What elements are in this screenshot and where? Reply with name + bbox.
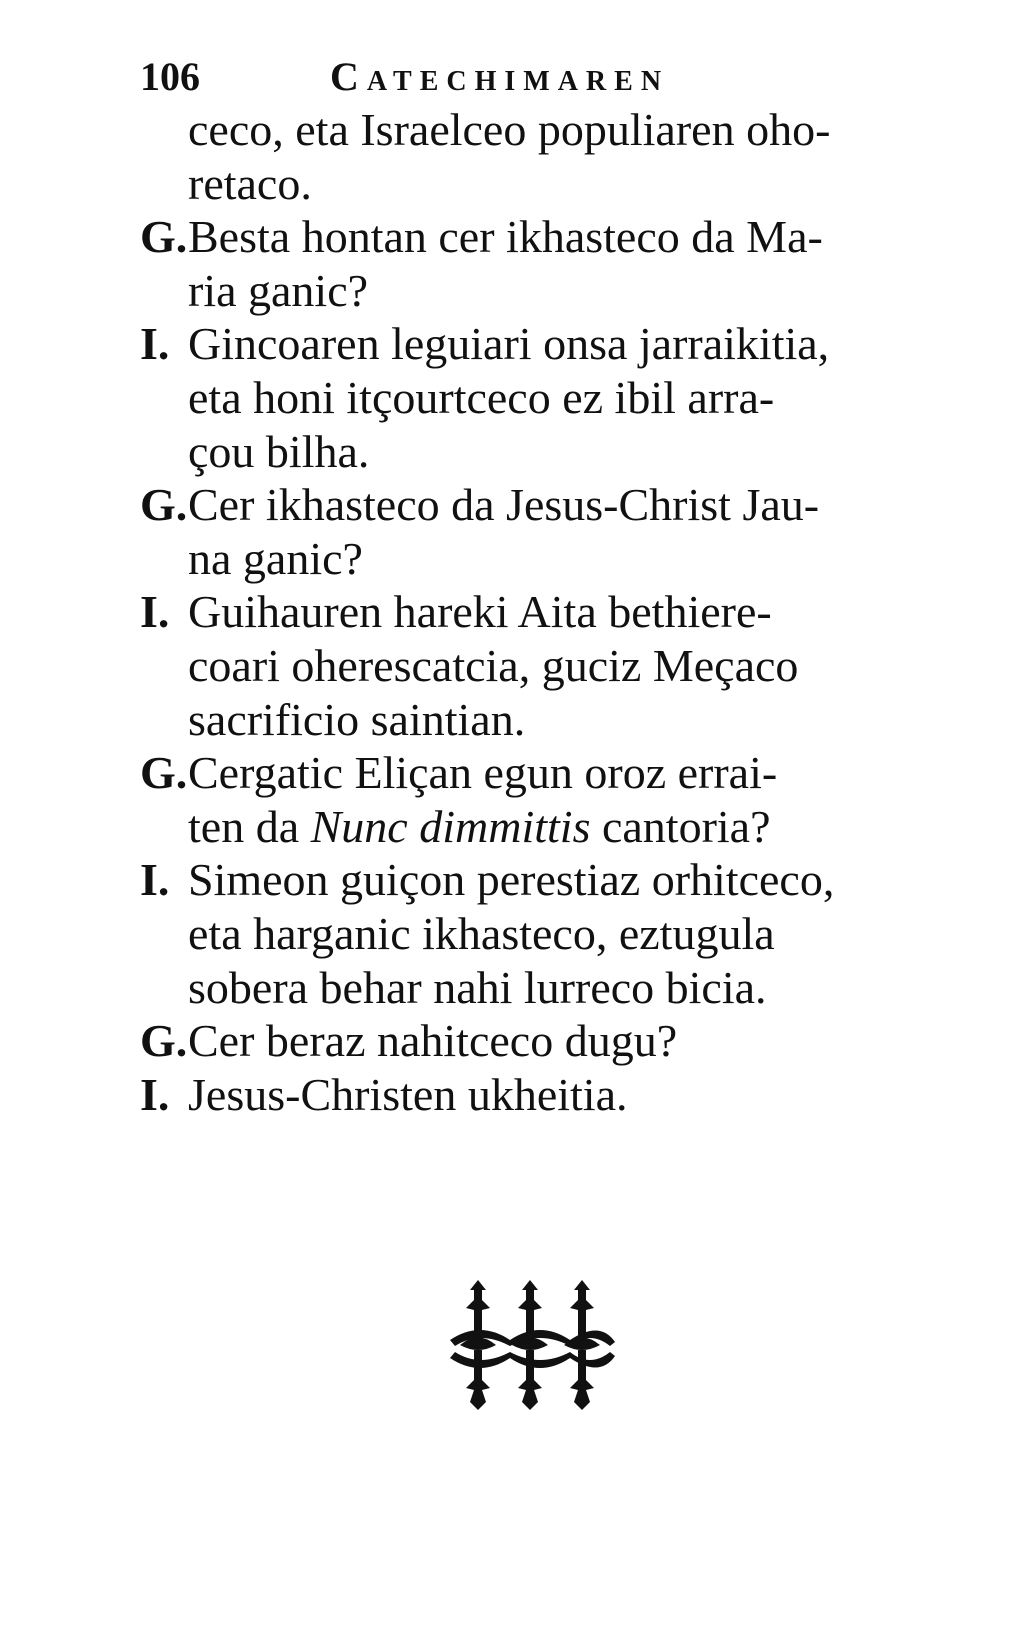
text-line: Simeon guiçon perestiaz orhitceco, bbox=[188, 854, 835, 906]
italic-title: Nunc dimmittis bbox=[310, 800, 591, 852]
text-segment: cantoria? bbox=[590, 800, 771, 852]
text-line: Cer ikhasteco da Jesus-Christ Jau- bbox=[188, 479, 820, 531]
speaker-marker: I. bbox=[140, 854, 170, 906]
speaker-marker: G. bbox=[140, 211, 188, 263]
text-line: eta honi itçourtceco ez ibil arra- bbox=[188, 372, 775, 423]
text-line: Cergatic Eliçan egun oroz errai- bbox=[188, 747, 778, 799]
speaker-marker: G. bbox=[140, 1015, 188, 1067]
fleuron-ornament bbox=[440, 1280, 620, 1410]
text-line: coari oherescatcia, guciz Meçaco bbox=[188, 640, 799, 691]
page-number: 106 bbox=[140, 54, 200, 99]
text-line: Gincoaren leguiari onsa jarraikitia, bbox=[188, 318, 830, 370]
speaker-marker: I. bbox=[140, 318, 170, 370]
text-line: ceco, eta Israelceo populiaren oho- bbox=[188, 104, 831, 155]
text-line: Jesus-Christen ukheitia. bbox=[188, 1068, 628, 1120]
text-line: çou bilha. bbox=[188, 425, 370, 477]
page-header bbox=[140, 52, 940, 102]
speaker-marker: I. bbox=[140, 1068, 170, 1120]
text-line: sacrificio saintian. bbox=[188, 693, 526, 745]
text-line: ria ganic? bbox=[188, 264, 369, 316]
text-line bbox=[188, 799, 771, 855]
speaker-marker: G. bbox=[140, 479, 188, 531]
text-line: eta harganic ikhasteco, eztugula bbox=[188, 908, 775, 959]
running-head: Catechimaren bbox=[330, 54, 670, 99]
text-line: Besta hontan cer ikhasteco da Ma- bbox=[188, 211, 823, 263]
text-line: na ganic? bbox=[188, 532, 363, 584]
text-line: retaco. bbox=[188, 157, 312, 209]
text-line: Guihauren hareki Aita bethiere- bbox=[188, 586, 772, 638]
speaker-marker: I. bbox=[140, 586, 170, 638]
text-line: sobera behar nahi lurreco bicia. bbox=[188, 961, 767, 1013]
speaker-marker: G. bbox=[140, 747, 188, 799]
text-line: Cer beraz nahitceco dugu? bbox=[188, 1015, 678, 1067]
text-segment: ten da bbox=[188, 800, 311, 852]
